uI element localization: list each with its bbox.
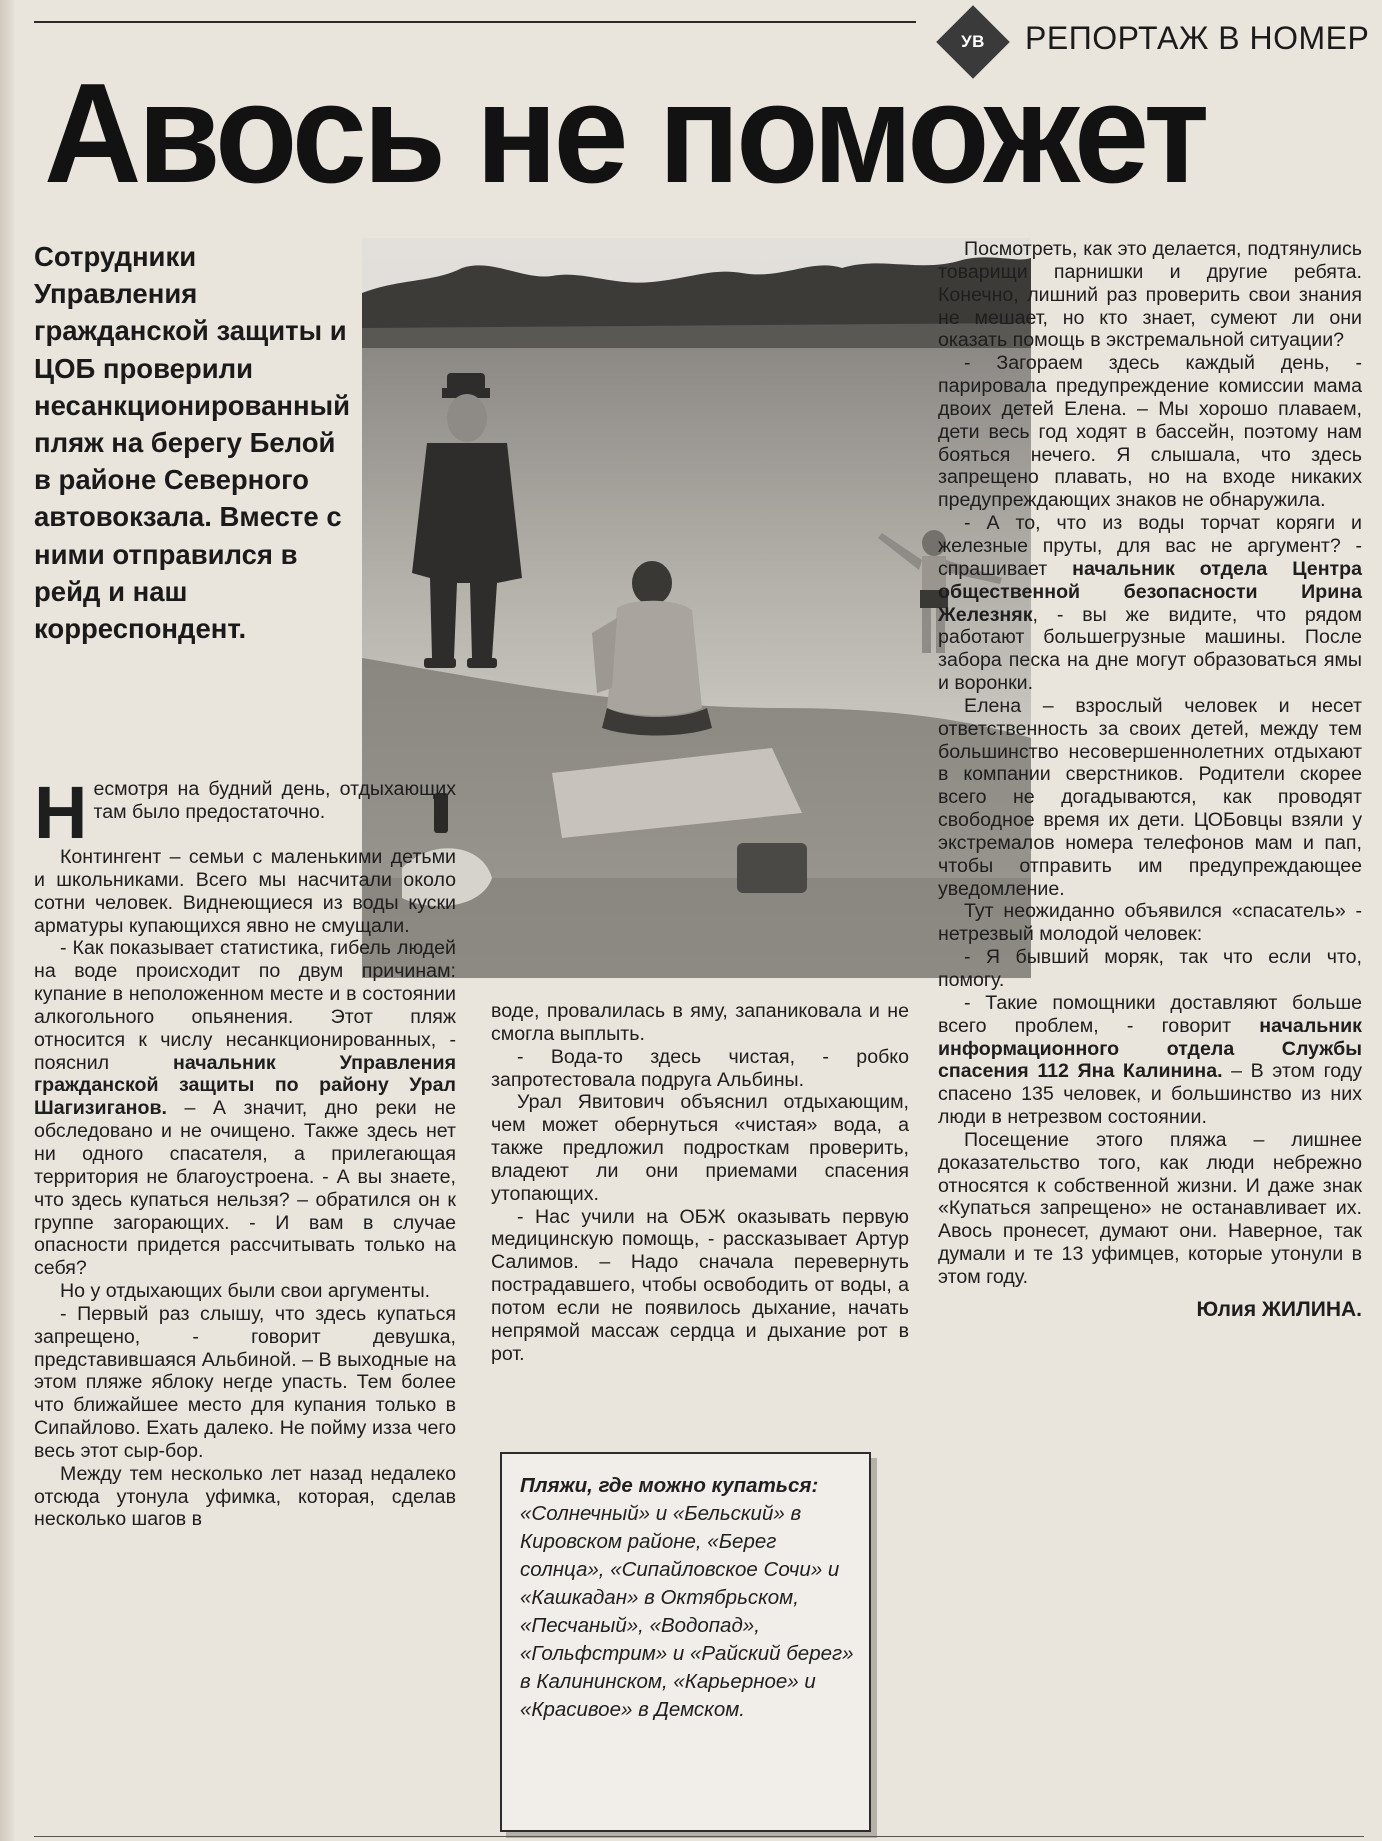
beach-photo	[362, 238, 1031, 978]
col3-paragraph-4: Елена – взрослый человек и несет ответственность за своих детей, между тем большинство несовершеннолетних отдыхают в компании сверстников. Родители скорее всего не догадываются, как проводят свободное время их дети. ЦОБовцы взяли у экстремалов номера телефонов мам и пап, чтобы отправить им предупреждающее уведомление.	[938, 694, 1362, 900]
col2-paragraph-4: - Нас учили на ОБЖ оказывать первую медицинскую помощь, - рассказывает Артур Салимов. – Надо сначала перевернуть пострадавшего, чтобы освободить от воды, а потом если не появилось дыхание, начать непрямой массаж сердца и дыхание рот в рот.	[491, 1205, 909, 1365]
col1-paragraph-5: - Первый раз слышу, что здесь купаться запрещено, - говорит девушка, представившаяся Альбиной. – В выходные на этом пляже яблоку негде упасть. Тем более что ближайшее место для купания только в Сипайлово. Ехать далеко. Не пойму изза чего весь этот сыр-бор.	[34, 1302, 456, 1462]
col1-paragraph-2: Контингент – семьи с маленькими детьми и школьниками. Всего мы насчитали около сотни человек. Виднеющиеся из воды куски арматуры купающихся явно не смущали.	[34, 846, 456, 937]
header-rule	[34, 21, 916, 23]
col3-paragraph-3: - А то, что из воды торчат коряги и железные пруты, для вас не аргумент? - спрашивает начальник отдела Центра общественной безопасности Ирина Железняк, - вы же видите, что рядом работают большегрузные машины. После забора песка на дне могут образоваться ямы и воронки.	[938, 512, 1362, 695]
author-signature: Юлия ЖИЛИНА.	[1196, 1297, 1362, 1321]
col1-paragraph-4: Но у отдыхающих были свои аргументы.	[60, 1280, 431, 1303]
beaches-box-content	[520, 1472, 856, 1724]
beaches-box-title: Пляжи, где можно купаться:	[520, 1474, 819, 1497]
drop-cap: Н	[34, 771, 88, 854]
col2-paragraph-2: - Вода-то здесь чистая, - робко запротестовала подруга Альбины.	[491, 1045, 909, 1091]
col3-paragraph-1: Посмотреть, как это делается, подтянулись товарищи парнишки и другие ребята. Конечно, лишний раз проверить свои знания не мешает, но кто знает, сумеют ли они оказать помощь в экстремальной ситуации?	[938, 238, 1362, 352]
section-title: РЕПОРТАЖ В НОМЕР	[1025, 20, 1370, 56]
col1-paragraph-3: - Как показывает статистика, гибель людей на воде происходит по двум причинам: купание в неположенном месте и в состоянии алкогольного опьянения. Этот пляж относится к числу несанкционированных, - пояснил начальник Управления гражданской защиты по району Урал Шагизиганов. – А значит, дно реки не обследовано и не очищено. Также здесь нет ни одного спасателя, а прилегающая территория не благоустроена. - А вы знаете, что здесь купаться нельзя? – обратился он к группе загорающих. - И вам в случае опасности придется рассчитывать только на себя?	[34, 937, 456, 1280]
column-2	[491, 1000, 909, 1366]
col2-paragraph-1: воде, провалилась в яму, запаниковала и не смогла выплыть.	[491, 1000, 909, 1045]
lead-text: Сотрудники Управления гражданской защиты и ЦОБ проверили несанкционированный пляж на берегу Белой в районе Северного автовокзала. Вместе с ними отправился в рейд и наш корреспондент.	[34, 241, 351, 645]
column-3	[938, 238, 1362, 1322]
section-badge: УВ	[961, 32, 985, 51]
column-1	[34, 771, 456, 1531]
page-edge	[0, 0, 14, 1841]
col1-paragraph-1: Несмотря на будний день, отдыхающих там было предостаточно.	[34, 771, 456, 854]
col1-paragraph-6: Между тем несколько лет назад недалеко отсюда утонула уфимка, которая, сделав несколько шагов в	[34, 1462, 456, 1531]
col3-paragraph-8: Посещение этого пляжа – лишнее доказательство того, как люди небрежно относятся к собственной жизни. И даже знак «Купаться запрещено» не останавливает их. Авось пронесет, думают они. Наверное, так думали и те 13 уфимцев, которые утонули в этом году.	[938, 1128, 1362, 1288]
bottom-rule	[34, 1836, 1364, 1837]
col3-paragraph-7: - Такие помощники доставляют больше всего проблем, - говорит начальник информационного отдела Службы спасения 112 Яна Калинина. – В этом году спасено 135 человек, и большинство из них люди в нетрезвом состоянии.	[938, 991, 1363, 1129]
headline: Авось не поможет	[44, 54, 1206, 213]
lead-paragraph	[34, 238, 350, 647]
col3-paragraph-6: - Я бывший моряк, так что если что, помогу.	[938, 946, 1362, 991]
col2-paragraph-3: Урал Явитович объяснил отдыхающим, чем может обернуться «чистая» вода, а также предложил подросткам проверить, владеют ли они приемами спасения утопающих.	[491, 1091, 909, 1205]
beaches-box-text: «Солнечный» и «Бельский» в Кировском районе, «Берег солнца», «Сипайловское Сочи» и «Кашкадан» в Октябрьском, «Песчаный», «Водопад», «Гольфстрим» и «Райский берег» в Калининском, «Карьерное» и «Красивое» в Демском.	[520, 1502, 854, 1721]
beaches-box	[500, 1452, 871, 1832]
col3-paragraph-5: Тут неожиданно объявился «спасатель» - нетрезвый молодой человек:	[938, 900, 1362, 946]
col3-paragraph-2: - Загораем здесь каждый день, - парировала предупреждение комиссии мама двоих детей Елена. – Мы хорошо плаваем, дети весь год ходят в бассейн, поэтому нам бояться нечего. Я слышала, что здесь запрещено плавать, но на входе никаких предупреждающих знаков не обнаружила.	[938, 352, 1362, 512]
